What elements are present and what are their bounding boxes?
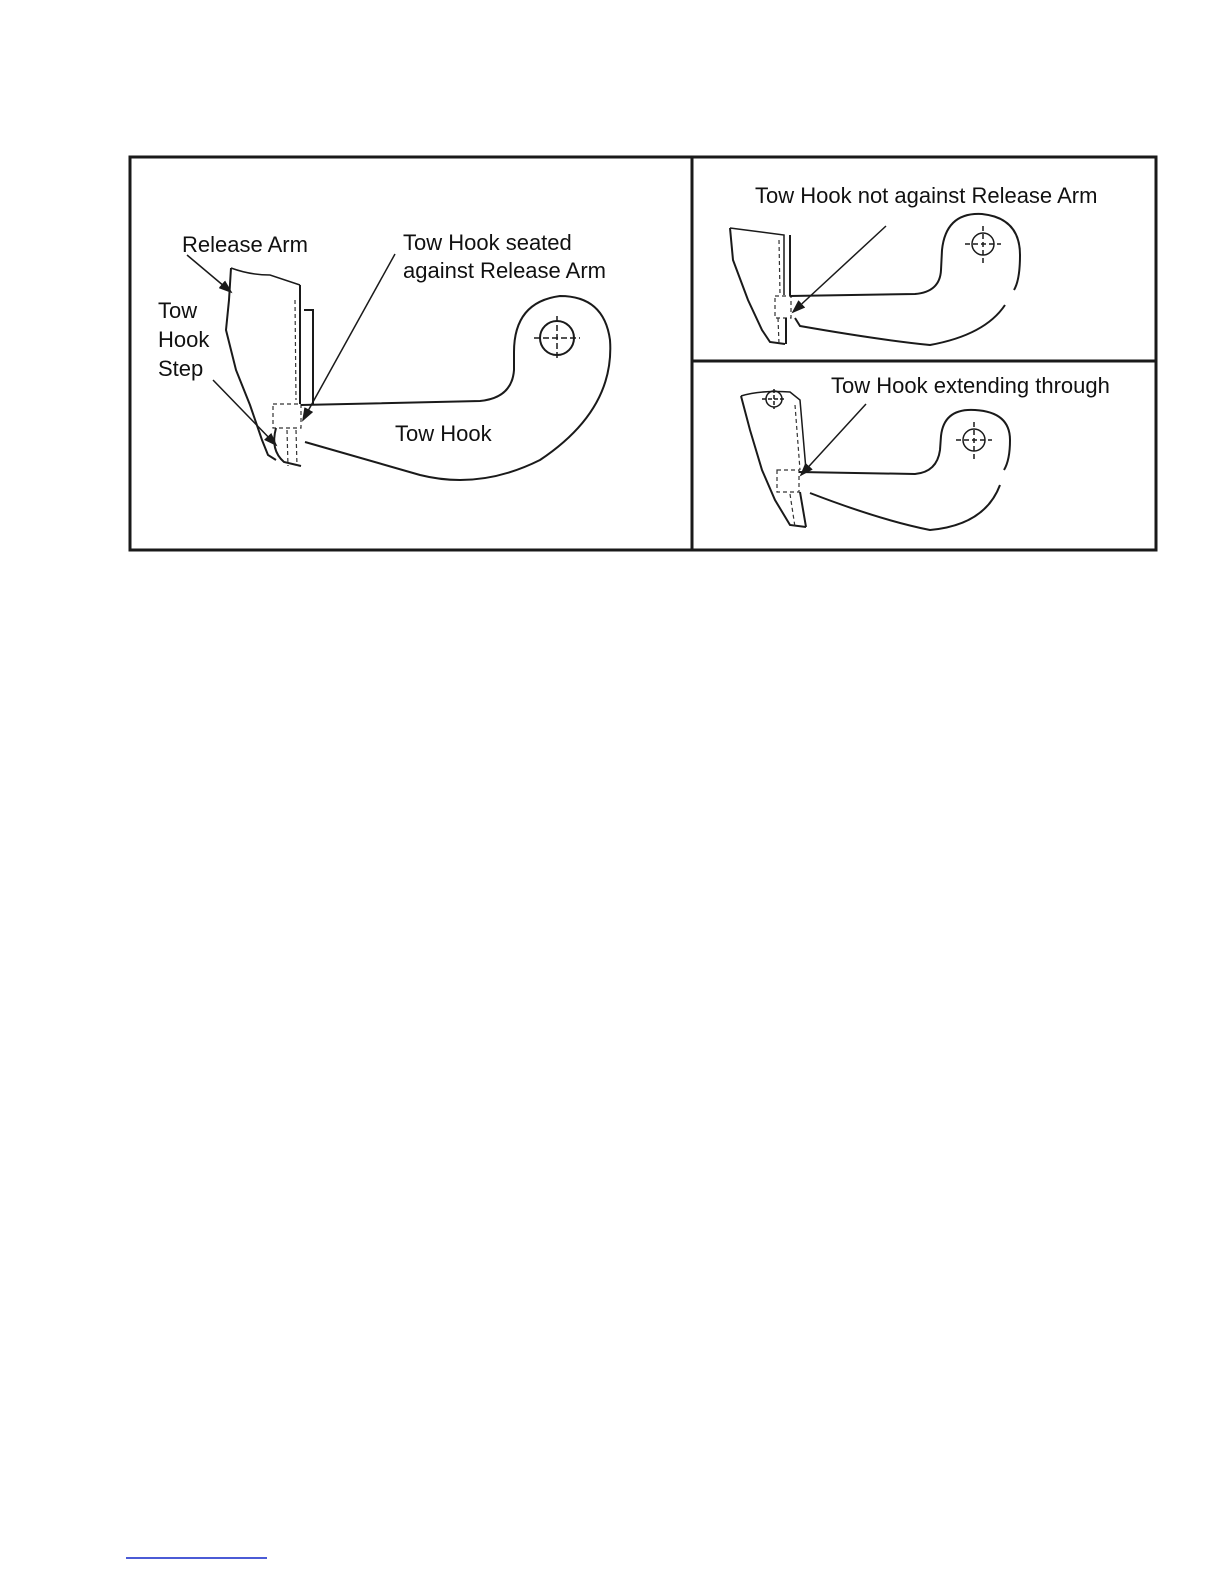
release-arm-drawing-top bbox=[730, 228, 791, 344]
seated-arrow bbox=[303, 254, 395, 420]
release-arm-label: Release Arm bbox=[182, 232, 308, 257]
figure-frame bbox=[130, 157, 1156, 550]
release-arm-arrow bbox=[187, 255, 231, 292]
extending-through-arrow bbox=[801, 404, 866, 475]
top-right-panel bbox=[730, 183, 1097, 345]
footnote-rule bbox=[126, 1557, 267, 1559]
not-against-arrow bbox=[793, 226, 886, 312]
tow-hook-drawing-top bbox=[790, 214, 1020, 345]
tow-hook-drawing bbox=[301, 296, 610, 480]
seated-label-line2: against Release Arm bbox=[403, 258, 606, 283]
tow-hook-step-label-line2: Hook bbox=[158, 327, 210, 352]
extending-through-caption: Tow Hook extending through bbox=[831, 373, 1110, 398]
main-panel bbox=[158, 230, 610, 480]
tow-hook-step-label-line1: Tow bbox=[158, 298, 198, 323]
tow-hook-label: Tow Hook bbox=[395, 421, 492, 446]
not-against-caption: Tow Hook not against Release Arm bbox=[755, 183, 1098, 208]
release-arm-drawing-bottom bbox=[741, 389, 806, 527]
bottom-right-panel bbox=[741, 373, 1110, 530]
tow-hook-step-label-line3: Step bbox=[158, 356, 204, 381]
seated-label-line1: Tow Hook seated bbox=[403, 230, 572, 255]
tow-hook-drawing-bottom bbox=[799, 410, 1010, 530]
release-arm-drawing bbox=[226, 268, 313, 466]
